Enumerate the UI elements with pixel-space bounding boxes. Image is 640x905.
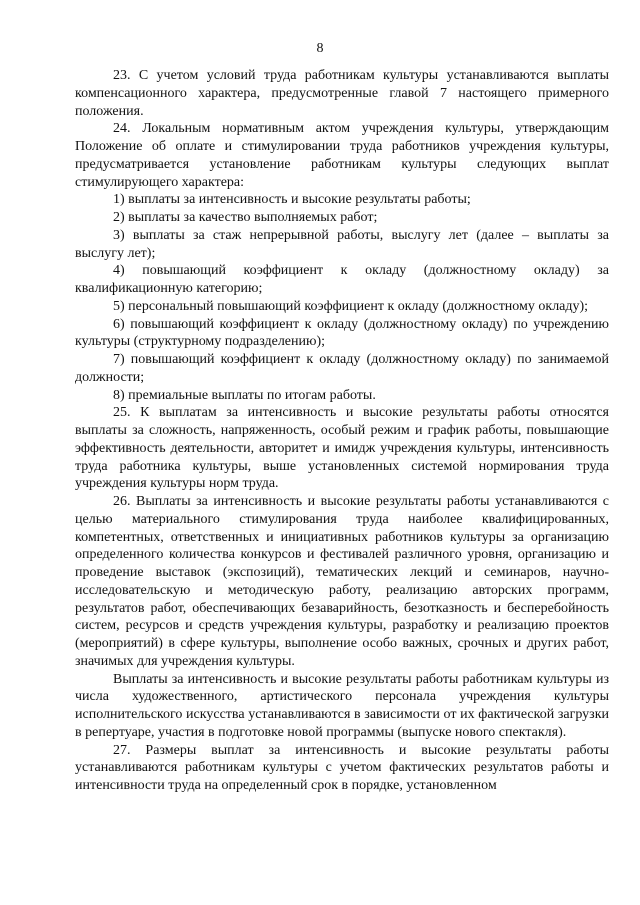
paragraph-26: 26. Выплаты за интенсивность и высокие результаты работы устанавливаются с целью материального стимулирования труда наиболее квалифицированных, компетентных, ответственных и инициативных работников культуры за организацию определенного количества конкурсов и фестивалей различного уровня, организацию и проведение выставок (экспозиций), тематических лекций и семинаров, научно-исследовательскую и методическую работу, реализацию авторских программ, результатов работ, обеспечивающих безаварийность, безотказность и бесперебойность систем, ресурсов и средств учреждения культуры, разработку и реализацию проектов (мероприятий) в сфере культуры, выполнение особо важных, срочных и других работ, значимых для учреждения культуры. (75, 494, 609, 669)
paragraph-23: 23. С учетом условий труда работникам культуры устанавливаются выплаты компенсационного характера, предусмотренные главой 7 настоящего примерного положения. (75, 68, 609, 119)
paragraph-26-continuation: Выплаты за интенсивность и высокие результаты работы работникам культуры из числа художественного, артистического персонала учреждения культуры исполнительского искусства устанавливаются в зависимости от их фактической загрузки в репертуаре, участия в подготовке новой программы (выпуске нового спектакля). (75, 671, 609, 740)
paragraph-27: 27. Размеры выплат за интенсивность и высокие результаты работы устанавливаются работникам культуры с учетом фактических результатов работы и интенсивности труда на определенный срок в порядке, установленном (75, 742, 609, 793)
paragraph-24: 24. Локальным нормативным актом учреждения культуры, утверждающим Положение об оплате и стимулировании труда работников учреждения культуры, предусматривается установление работникам культуры следующих выплат стимулирующего характера: (75, 121, 609, 190)
paragraph-25: 25. К выплатам за интенсивность и высокие результаты работы относятся выплаты за сложность, напряженность, особый режим и график работы, повышающие эффективность деятельности, авторитет и имидж учреждения культуры, интенсивность труда работника культуры, выше установленных системой нормирования труда учреждения культуры норм труда. (75, 405, 609, 492)
list-item-6: 6) повышающий коэффициент к окладу (должностному окладу) по учреждению культуры (структурному подразделению); (75, 316, 609, 350)
list-item-1: 1) выплаты за интенсивность и высокие результаты работы; (113, 192, 471, 208)
list-item-7: 7) повышающий коэффициент к окладу (должностному окладу) по занимаемой должности; (75, 352, 609, 385)
page-number: 8 (316, 41, 324, 56)
document-body (75, 67, 609, 795)
list-item-2: 2) выплаты за качество выполняемых работ; (113, 210, 378, 225)
list-item-3: 3) выплаты за стаж непрерывной работы, выслугу лет (далее – выплаты за выслугу лет); (75, 227, 609, 261)
list-item-8: 8) премиальные выплаты по итогам работы. (113, 387, 376, 403)
list-item-5: 5) персональный повышающий коэффициент к окладу (должностному окладу); (113, 298, 589, 314)
list-item-4: 4) повышающий коэффициент к окладу (должностному окладу) за квалификационную категорию; (75, 263, 609, 296)
